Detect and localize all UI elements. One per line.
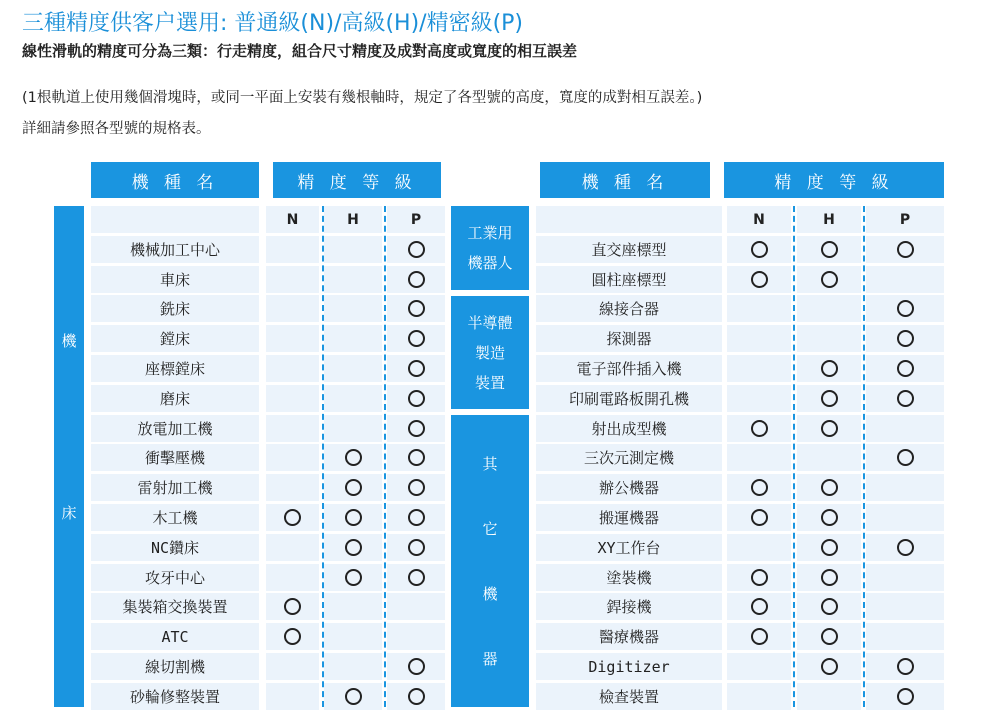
right-grade-cell-p — [866, 564, 944, 591]
right-table-row — [536, 653, 722, 680]
left-table-row — [91, 683, 259, 710]
left-table-row — [91, 295, 259, 322]
left-model-name: 砂輪修整裝置 — [129, 688, 220, 706]
right-grade-cell-n — [727, 474, 791, 501]
left-grade-cell-h — [324, 653, 382, 680]
left-grade-cell-p — [387, 266, 445, 293]
right-table-row — [536, 385, 722, 412]
grade-circle-icon — [751, 628, 768, 645]
right-grade-cell-n — [727, 593, 791, 620]
left-grade-cell-h — [324, 415, 382, 442]
left-grade-cell-n — [266, 325, 319, 352]
right-grade-cell-p — [866, 683, 944, 710]
left-precision-grade-header: 精 度 等 級 — [273, 162, 441, 198]
left-level-label-p: P — [410, 211, 422, 228]
left-model-name: NC鑽床 — [150, 539, 200, 557]
right-grade-cell-p — [866, 653, 944, 680]
left-grade-cell-h — [324, 385, 382, 412]
left-grade-cell-h — [324, 355, 382, 382]
machine-tool-band — [54, 206, 84, 707]
left-grade-cell-h — [324, 623, 382, 650]
right-grade-cell-n — [727, 653, 791, 680]
grade-circle-icon — [821, 390, 838, 407]
left-grade-cell-p — [387, 534, 445, 561]
right-grade-cell-h — [797, 564, 861, 591]
right-table-row — [536, 474, 722, 501]
grade-circle-icon — [751, 241, 768, 258]
left-model-name: 木工機 — [152, 509, 198, 527]
left-grade-cell-n — [266, 236, 319, 263]
left-grade-cell-p — [387, 653, 445, 680]
right-level-label-p: P — [899, 211, 911, 228]
right-grade-cell-h — [797, 593, 861, 620]
right-grade-cell-p — [866, 534, 944, 561]
left-grade-cell-h — [324, 564, 382, 591]
left-level-label-h: H — [347, 211, 359, 228]
grade-circle-icon — [821, 479, 838, 496]
right-grade-cell-h — [797, 474, 861, 501]
left-grade-cell-p — [387, 504, 445, 531]
right-grade-cell-p — [866, 295, 944, 322]
grade-circle-icon — [821, 241, 838, 258]
right-grade-cell-n — [727, 415, 791, 442]
left-model-name: 雷射加工機 — [137, 479, 213, 497]
grade-circle-icon — [408, 390, 425, 407]
left-grade-cell-n — [266, 504, 319, 531]
left-model-name: 攻牙中心 — [144, 569, 205, 587]
right-grade-cell-p — [866, 325, 944, 352]
right-grade-cell-n — [727, 266, 791, 293]
group-semiconductor — [451, 296, 529, 409]
left-grade-cell-p — [387, 444, 445, 471]
right-model-name: 印刷電路板開孔機 — [568, 390, 689, 408]
left-grade-cell-p — [387, 564, 445, 591]
grade-circle-icon — [821, 628, 838, 645]
grade-circle-icon — [284, 598, 301, 615]
left-grade-cell-p — [387, 474, 445, 501]
left-model-name: ATC — [161, 627, 189, 646]
left-grade-cell-n — [266, 444, 319, 471]
right-table-row — [536, 564, 722, 591]
left-grade-cell-p — [387, 385, 445, 412]
grade-circle-icon — [408, 420, 425, 437]
left-grade-cell-n — [266, 266, 319, 293]
right-grade-cell-h — [797, 504, 861, 531]
left-model-name: 線切割機 — [144, 658, 205, 676]
group-label-line: 其 — [482, 454, 498, 473]
right-level-header-cell — [797, 206, 861, 233]
description-line-1: (1根軌道上使用幾個滑塊時，或同一平面上安裝有幾根軸時，規定了各型號的高度，寬度的成對相互誤差。) — [22, 90, 703, 106]
grade-circle-icon — [821, 539, 838, 556]
right-grade-cell-p — [866, 236, 944, 263]
grade-circle-icon — [897, 539, 914, 556]
left-level-header-cell — [324, 206, 382, 233]
left-model-name: 磨床 — [159, 390, 190, 408]
group-label-line: 它 — [482, 519, 498, 538]
right-model-name: XY工作台 — [597, 539, 661, 557]
grade-circle-icon — [897, 300, 914, 317]
right-precision-grade-header: 精 度 等 級 — [724, 162, 944, 198]
right-level-label-h: H — [823, 211, 835, 228]
right-header-blank-cell — [536, 206, 722, 233]
left-table-row — [91, 474, 259, 501]
right-grade-cell-p — [866, 474, 944, 501]
page-subtitle: 線性滑軌的精度可分為三類：行走精度，組合尺寸精度及成對高度或寬度的相互誤差 — [22, 42, 578, 60]
right-model-name: Digitizer — [588, 657, 670, 676]
right-grade-cell-n — [727, 623, 791, 650]
grade-circle-icon — [897, 330, 914, 347]
left-grade-cell-n — [266, 683, 319, 710]
left-grade-cell-h — [324, 236, 382, 263]
grade-circle-icon — [284, 628, 301, 645]
right-table-row — [536, 266, 722, 293]
right-table-row — [536, 355, 722, 382]
grade-circle-icon — [751, 271, 768, 288]
right-grade-cell-h — [797, 653, 861, 680]
right-grade-cell-p — [866, 593, 944, 620]
right-table-row — [536, 295, 722, 322]
group-label-line: 裝置 — [474, 373, 505, 392]
left-grade-cell-h — [324, 534, 382, 561]
grade-circle-icon — [821, 360, 838, 377]
grade-circle-icon — [751, 598, 768, 615]
left-table-row — [91, 385, 259, 412]
grade-circle-icon — [751, 479, 768, 496]
right-table-row — [536, 444, 722, 471]
left-table-row — [91, 623, 259, 650]
left-table-row — [91, 504, 259, 531]
left-grade-cell-p — [387, 593, 445, 620]
grade-circle-icon — [408, 658, 425, 675]
left-table-row — [91, 236, 259, 263]
right-model-name-header: 機 種 名 — [540, 162, 710, 198]
right-grade-cell-n — [727, 504, 791, 531]
left-table-row — [91, 534, 259, 561]
page-title: 三種精度供客户選用: 普通級(N)/高級(H)/精密級(P) — [22, 11, 523, 36]
right-model-name: 醫療機器 — [598, 628, 659, 646]
left-level-header-cell — [266, 206, 319, 233]
grade-circle-icon — [408, 360, 425, 377]
group-label-line: 機器人 — [467, 254, 513, 272]
left-grade-cell-n — [266, 474, 319, 501]
right-grade-cell-p — [866, 415, 944, 442]
left-model-name: 衝擊壓機 — [144, 449, 205, 467]
left-grade-cell-h — [324, 474, 382, 501]
right-table-row — [536, 325, 722, 352]
right-grade-cell-p — [866, 385, 944, 412]
band-char-2: 床 — [61, 504, 77, 522]
right-model-name: 射出成型機 — [591, 420, 667, 438]
right-level-label-n: N — [753, 211, 765, 228]
grade-circle-icon — [408, 330, 425, 347]
grade-circle-icon — [821, 658, 838, 675]
right-model-name: 圓柱座標型 — [591, 271, 667, 289]
right-grade-cell-p — [866, 504, 944, 531]
grade-circle-icon — [345, 539, 362, 556]
grade-circle-icon — [897, 658, 914, 675]
right-table-row — [536, 236, 722, 263]
right-table-row — [536, 623, 722, 650]
right-model-name: 塗裝機 — [606, 569, 652, 587]
left-table-row — [91, 653, 259, 680]
right-level-header-cell — [727, 206, 791, 233]
left-model-name: 集裝箱交換裝置 — [122, 598, 228, 616]
right-grade-cell-n — [727, 385, 791, 412]
right-model-name: 探測器 — [606, 330, 652, 348]
right-grade-cell-h — [797, 444, 861, 471]
left-table-row — [91, 593, 259, 620]
grade-circle-icon — [821, 598, 838, 615]
right-model-name: 銲接機 — [606, 598, 652, 616]
grade-circle-icon — [408, 509, 425, 526]
right-table-row — [536, 504, 722, 531]
grade-circle-icon — [408, 688, 425, 705]
right-grade-cell-n — [727, 295, 791, 322]
left-level-label-n: N — [286, 211, 299, 228]
right-grade-cell-p — [866, 355, 944, 382]
right-grade-cell-h — [797, 683, 861, 710]
right-table-row — [536, 683, 722, 710]
grade-circle-icon — [897, 360, 914, 377]
left-header-blank-cell — [91, 206, 259, 233]
band-char-1: 機 — [61, 332, 77, 350]
left-grade-cell-n — [266, 295, 319, 322]
grade-circle-icon — [345, 479, 362, 496]
left-grade-cell-n — [266, 653, 319, 680]
left-grade-cell-h — [324, 683, 382, 710]
grade-circle-icon — [821, 569, 838, 586]
right-column-divider — [863, 206, 865, 707]
group-label-line: 機 — [482, 584, 498, 603]
right-grade-cell-h — [797, 266, 861, 293]
grade-circle-icon — [408, 479, 425, 496]
left-column-divider — [322, 206, 324, 707]
left-grade-cell-n — [266, 593, 319, 620]
left-model-name-header: 機 種 名 — [91, 162, 259, 198]
left-model-name: 車床 — [159, 271, 190, 289]
grade-circle-icon — [408, 569, 425, 586]
grade-circle-icon — [345, 688, 362, 705]
right-grade-cell-h — [797, 355, 861, 382]
grade-circle-icon — [897, 688, 914, 705]
left-grade-cell-n — [266, 534, 319, 561]
grade-circle-icon — [897, 390, 914, 407]
left-model-name: 放電加工機 — [137, 420, 213, 438]
grade-circle-icon — [751, 509, 768, 526]
left-table-row — [91, 564, 259, 591]
grade-circle-icon — [345, 509, 362, 526]
left-model-name: 鏜床 — [159, 330, 190, 348]
left-grade-cell-p — [387, 623, 445, 650]
right-grade-cell-n — [727, 355, 791, 382]
left-grade-cell-n — [266, 415, 319, 442]
right-table-row — [536, 534, 722, 561]
grade-circle-icon — [751, 420, 768, 437]
right-model-name: 三次元測定機 — [583, 449, 674, 467]
left-grade-cell-h — [324, 325, 382, 352]
right-table-row — [536, 593, 722, 620]
group-other-machines — [451, 415, 529, 707]
right-grade-cell-n — [727, 534, 791, 561]
right-column-divider — [793, 206, 795, 707]
right-grade-cell-h — [797, 385, 861, 412]
left-table-row — [91, 325, 259, 352]
grade-circle-icon — [345, 449, 362, 466]
left-grade-cell-h — [324, 266, 382, 293]
left-grade-cell-n — [266, 355, 319, 382]
group-label-line: 製造 — [474, 343, 505, 362]
left-grade-cell-h — [324, 504, 382, 531]
left-grade-cell-p — [387, 236, 445, 263]
grade-circle-icon — [408, 539, 425, 556]
description-line-2: 詳細請參照各型號的規格表。 — [22, 121, 211, 137]
left-grade-cell-n — [266, 564, 319, 591]
left-level-header-cell — [387, 206, 445, 233]
grade-circle-icon — [408, 271, 425, 288]
grade-circle-icon — [284, 509, 301, 526]
left-grade-cell-p — [387, 415, 445, 442]
right-grade-cell-p — [866, 444, 944, 471]
left-grade-cell-h — [324, 444, 382, 471]
right-grade-cell-n — [727, 236, 791, 263]
right-model-name: 搬運機器 — [598, 509, 659, 527]
left-column-divider — [384, 206, 386, 707]
right-model-name: 檢查裝置 — [598, 688, 659, 706]
left-grade-cell-p — [387, 325, 445, 352]
grade-circle-icon — [408, 300, 425, 317]
right-model-name: 直交座標型 — [591, 241, 667, 259]
grade-circle-icon — [751, 569, 768, 586]
left-model-name: 機械加工中心 — [129, 241, 220, 259]
left-grade-cell-p — [387, 683, 445, 710]
group-industrial-robot — [451, 206, 529, 290]
right-grade-cell-p — [866, 266, 944, 293]
right-grade-cell-n — [727, 444, 791, 471]
group-label-line: 半導體 — [467, 313, 513, 332]
right-level-header-cell — [866, 206, 944, 233]
grade-circle-icon — [821, 271, 838, 288]
right-grade-cell-n — [727, 564, 791, 591]
left-table-row — [91, 266, 259, 293]
right-model-name: 線接合器 — [598, 300, 659, 318]
left-grade-cell-h — [324, 295, 382, 322]
right-grade-cell-h — [797, 295, 861, 322]
grade-circle-icon — [897, 241, 914, 258]
group-label-line: 器 — [482, 649, 498, 668]
right-grade-cell-n — [727, 683, 791, 710]
left-grade-cell-p — [387, 355, 445, 382]
left-grade-cell-n — [266, 623, 319, 650]
right-grade-cell-h — [797, 534, 861, 561]
right-grade-cell-h — [797, 236, 861, 263]
left-grade-cell-n — [266, 385, 319, 412]
left-model-name: 座標鏜床 — [144, 360, 205, 378]
right-grade-cell-h — [797, 623, 861, 650]
grade-circle-icon — [408, 449, 425, 466]
right-grade-cell-h — [797, 415, 861, 442]
left-grade-cell-p — [387, 295, 445, 322]
left-table-row — [91, 444, 259, 471]
grade-circle-icon — [821, 420, 838, 437]
grade-circle-icon — [408, 241, 425, 258]
right-model-name: 辦公機器 — [598, 479, 659, 497]
right-grade-cell-h — [797, 325, 861, 352]
group-label-line: 工業用 — [467, 224, 513, 242]
right-grade-cell-n — [727, 325, 791, 352]
grade-circle-icon — [897, 449, 914, 466]
grade-circle-icon — [345, 569, 362, 586]
left-table-row — [91, 355, 259, 382]
left-table-row — [91, 415, 259, 442]
right-table-row — [536, 415, 722, 442]
right-model-name: 電子部件插入機 — [576, 360, 682, 378]
right-grade-cell-p — [866, 623, 944, 650]
left-grade-cell-h — [324, 593, 382, 620]
grade-circle-icon — [821, 509, 838, 526]
left-model-name: 銑床 — [159, 300, 190, 318]
